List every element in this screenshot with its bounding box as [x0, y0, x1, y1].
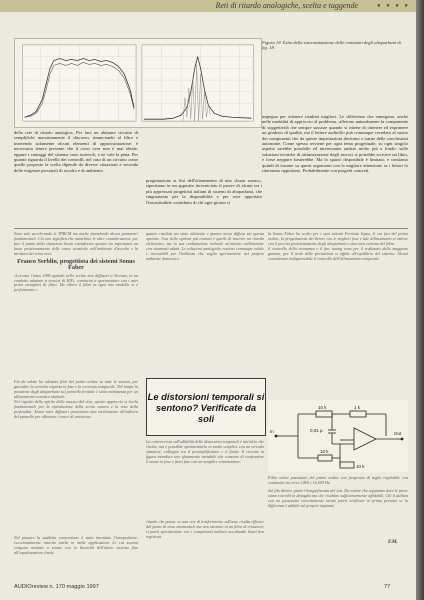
sidebar-left-column-3: Nel passare la suddetta convenzione è stato inventato l'interpolatore, eccezionalmente inserito anche in molte applicazioni. Le cui sezioni vengono montate a tempo con la linearità dell'intero sistema fino all'equalizzazione finale.	[14, 535, 138, 555]
output-node	[401, 438, 404, 441]
r1-label: 10 k	[318, 405, 327, 410]
page-shadow-edge	[416, 0, 424, 600]
right-graph-frame	[142, 45, 253, 121]
sidebar-left-paragraph: Fin da subito ho adottato filtri del primo ordine su tutte le sezioni, per garantire la corretta risposta in fase e la coerenza temporale. Nel tempo la posizione degli altoparlanti sul pannello frontale è stata ottimizzata per un allineamento acustico ottimale.	[14, 379, 138, 399]
sidebar-left-paragraph: «Lorenzo l'anno 1980 quando nello scritto mio diffusori a Vicenza, in un condotto adattato a tecnica di HiFi, cominciai a sperimentare con i miei primi esemplari di filtro. Da allora il filtro in ogni mio modello si è perfezionato.»	[14, 272, 138, 293]
sidebar-left-paragraph: Sono solo accelerando le TPRCM ma anche intendendo alcuni parametri fondamentali. Ciò non significa che manchino le altre considerazioni: per fare il punto della situazione basta considerare quanto sia importante un buon posizionamento delle casse acustiche nell'ambiente d'ascolto e la taratura del cross over.	[14, 231, 138, 256]
sidebar-right-column	[268, 232, 408, 262]
r3-label: 10 k	[320, 449, 329, 454]
allpass-filter-schematic	[268, 400, 408, 472]
figure-graphs	[15, 39, 261, 127]
sidebar-mid-column-3: ritardo che passa: se una rete di trasferimento sull'asse risulta efficace dal punto di vista strumentale ma non ottenuto in un filtro di crossover, si potrà sperimentare con i componenti indicati ascoltando brani ben registrati.	[146, 519, 264, 539]
article-column-a: della rete di ritardo analogica. Per fare un abituare circuito di semplifichi massimamente il discorso, rinunciando al filtro e inserendo solamente alcuni elementi di approssimazione: è necessario tenere presente che il cross over non è mai ideale, eppure i vantaggi del sistema sono notevoli, e ne vale la pena. Per quanto riguarda il livello dei controlli, nel caso di un circuito come quello proposto la scelta dipende da diverse situazioni a seconda delle esigenze personali di ascolto e di ambiente.	[14, 130, 138, 173]
sidebar-right-paragraph: il controllo della risonanza e il fine tuning sono per il realizzato dalla maggiore gamma, per il resto delle prestazioni si affida all'equilibrio del sistema. Alcuni considerano indispensabile il controllo dell'allineamento temporale.	[268, 245, 408, 261]
sidebar-right-paragraph: la Sonus Faber ha scelto per i suoi sistemi Fermata legno, le cui fasi del primo ordine, la progettazione dei driver con le migliori fase e tale allineamento si ottiene con il preciso posizionamento degli altoparlanti e una cura estrema del filtro.	[268, 231, 408, 246]
sidebar-left-column-2	[14, 380, 138, 420]
schematic-drawing	[268, 400, 408, 472]
sidebar-mid-column-2: La controversia sull'udibilità delle distorsioni temporali è tutt'altro che risolta, ma è possibile sperimentarla in modo semplice con un circuito sfasatore, collegato tra il preamplificatore e il finale. Il circuito in figura introduce uno sfasamento variabile che consente di confrontare il suono in fase e fuori fase con un semplice commutatore.	[146, 439, 264, 464]
publication-footer: AUDIOreview n. 170 maggio 1997	[14, 584, 99, 590]
article-column-b: progettazione ai fini dell'ottenimento di una «buon suono», riportiamo in un apposito incorniciato il parere di alcuni tra i più apprezzati progettisti italiani di sistemi di altoparlanti, che ringraziamo per la disponibilità e per aver apportato l'insostituibile contributo di chi ogni giorno si	[146, 178, 262, 205]
r4-label: 10 k	[356, 464, 365, 469]
sidebar-right-column-2	[268, 476, 408, 509]
input-node	[275, 435, 278, 438]
figure-caption: Figura 19. Esito della sincronizzazione delle emissioni degli altoparlanti di fig. 18.	[262, 40, 401, 51]
input-label: In	[270, 429, 274, 434]
page-number: 77	[384, 584, 391, 590]
sidebar-right-paragraph: dal filo diretto, piano l'insignificanza del test. Da notare che sappiamo dove le prove siano raccolti in dettaglio ma che risultino sufficientemente affidabili. Chi li utilizza con un passatutto correttamente tarato potrà verificare in prima persona se la differenza è udibile sul proprio impianto.	[268, 487, 408, 508]
frequency-response-figure	[14, 38, 262, 128]
circuit-caption: Filtro attivo passatutto del primo ordine con frequenza di taglio regolabile con continuità tra circa 1400 e 16.000 Hz.	[268, 475, 408, 485]
header-title: Reti di ritardo analogiche, scelta e taggende	[215, 1, 358, 10]
header-ornament-icon: ● ● ● ●	[377, 3, 410, 9]
capacitor-label: 0,01 µ	[310, 428, 323, 433]
callout-title: Le distorsioni temporali si sentono? Verificate da soli	[147, 390, 265, 424]
sidebar-mid-column: quanto risultati sia stato utilizzato e quanto meno diffusa sia questa opzione. Una delle opzioni più comuni è quella di inserire un ritardo elettronico, ma la sua realizzazione richiede un'attenta calibrazione con strumenti adatti. Le soluzioni analogiche restano comunque valide e accessibili per l'hobbista che voglia sperimentare nel proprio ambiente domestico.	[146, 231, 264, 261]
r2-label: 1 k	[354, 405, 361, 410]
author-heading: Franco Serblin, progettista dei sistemi Sonus Faber	[17, 257, 135, 272]
author-signature: F.M.	[388, 540, 398, 545]
sidebar-left-column	[14, 232, 138, 293]
sidebar-left-paragraph: Nel rispetto dello spirito della musica dal vivo, questo approccio si rivela fondamentale per la riproduzione della scena sonora e la resa della profondità. Alcuni miei diffusori presentano una inclinazione all'indietro del pannello per allineare i centri di emissione.	[14, 398, 138, 419]
output-label: Out	[394, 431, 402, 436]
article-column-c: impegna per ottenere risultati migliori. Le differenze che emergono, anche nelle modalità di approccio al problema, rifletono naturalmente la componente di soggettività che sempre sussiste quando si ritiene di ottenere ed esprimere un giudizio di qualità, ma il lettore audiofilo può comunque correlare al suono dei componenti che da queste impostazioni derivano e trarne delle conclusioni autonome. Come spesso avviene per ogni tema progettuale, su ogni singolo aspetto sarebbe possibile ed interessante andare molto più a fondo: sulle soluzioni tecniche di ottimizzazione degli incroci si potrebbe scrivere un libro, e forse neppure basterebbe. Ma lo spazio disponibile è limitato, e contiamo quindi di tornare su questi argomenti con la migliore attenzione se i lettori lo riterranno opportuno. Probabilmente con progetti concreti.	[262, 114, 408, 174]
header-band	[0, 0, 416, 12]
section-divider	[14, 228, 408, 229]
callout-box	[146, 378, 266, 436]
